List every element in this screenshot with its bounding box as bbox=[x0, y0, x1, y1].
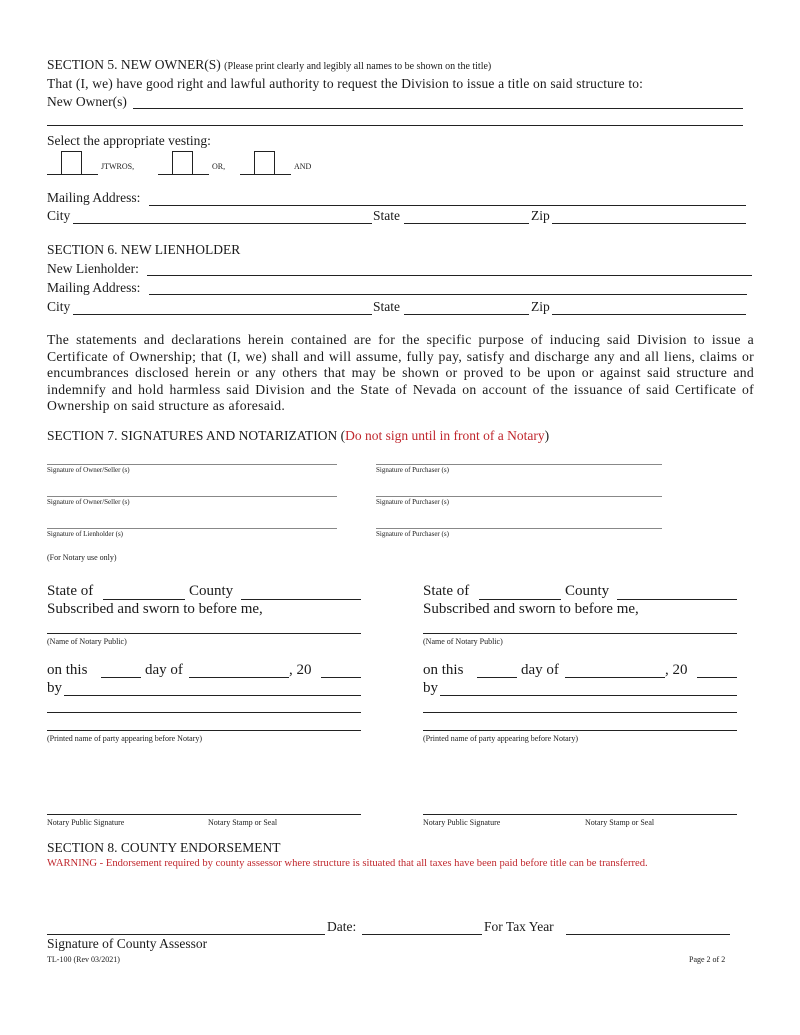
notary-left-year-field[interactable] bbox=[321, 677, 361, 678]
notary-right-subscribed: Subscribed and sworn to before me, bbox=[423, 601, 639, 617]
notary-left-by-field[interactable] bbox=[64, 695, 361, 696]
notary-right-signature-caption: Notary Public Signature bbox=[423, 818, 501, 827]
lienholder-label: New Lienholder: bbox=[47, 261, 139, 276]
notary-left-on-this-label: on this bbox=[47, 662, 88, 678]
s6-city-label: City bbox=[47, 299, 71, 314]
notary-left-name-field[interactable] bbox=[47, 633, 361, 634]
owner-seller-signature-caption-1: Signature of Owner/Seller (s) bbox=[47, 466, 130, 474]
notary-right-month-field[interactable] bbox=[565, 677, 665, 678]
purchaser-signature-line-3[interactable] bbox=[376, 528, 662, 529]
notary-left-day-of-label: day of bbox=[145, 662, 183, 678]
form-id: TL-100 (Rev 03/2021) bbox=[47, 955, 120, 964]
s6-state-field[interactable] bbox=[404, 314, 529, 315]
notary-right-on-this-label: on this bbox=[423, 662, 464, 678]
s5-zip-field[interactable] bbox=[552, 223, 746, 224]
vesting-blank-5 bbox=[240, 174, 254, 175]
vesting-blank-2 bbox=[82, 174, 98, 175]
notary-left-by-line3[interactable] bbox=[47, 730, 361, 731]
new-owners-label: New Owner(s) bbox=[47, 94, 127, 109]
s5-mailing-label: Mailing Address: bbox=[47, 190, 141, 205]
tax-year-field[interactable] bbox=[566, 934, 730, 935]
section7-warning-open: ( bbox=[340, 428, 346, 443]
s6-city-field[interactable] bbox=[73, 314, 372, 315]
s5-state-label: State bbox=[373, 208, 400, 223]
section5-note: (Please print clearly and legibly all names to be shown on the title) bbox=[224, 61, 492, 72]
lienholder-signature-line[interactable] bbox=[47, 528, 337, 529]
notary-right-county-label: County bbox=[565, 583, 610, 599]
vesting-checkbox-or[interactable] bbox=[172, 151, 193, 175]
s5-mailing-field[interactable] bbox=[149, 205, 746, 206]
s6-zip-label: Zip bbox=[531, 299, 550, 314]
notary-right-printed-caption: (Printed name of party appearing before Notary) bbox=[423, 734, 579, 743]
notary-left-printed-caption: (Printed name of party appearing before Notary) bbox=[47, 734, 203, 743]
purchaser-signature-caption-1: Signature of Purchaser (s) bbox=[376, 466, 449, 474]
vesting-option-jtwros: JTWROS, bbox=[101, 162, 135, 171]
date-label: Date: bbox=[327, 919, 357, 934]
notary-left-county-field[interactable] bbox=[241, 599, 361, 600]
purchaser-signature-line-1[interactable] bbox=[376, 464, 662, 465]
notary-left-subscribed: Subscribed and sworn to before me, bbox=[47, 601, 263, 617]
purchaser-signature-caption-2: Signature of Purchaser (s) bbox=[376, 498, 449, 506]
notary-left-by-line2[interactable] bbox=[47, 712, 361, 713]
notary-left-by-label: by bbox=[47, 680, 62, 696]
owner-seller-signature-line-2[interactable] bbox=[47, 496, 337, 497]
section8-warning: WARNING - Endorsement required by county assessor where structure is situated that all taxes have been paid before title can be transferred. bbox=[47, 858, 648, 869]
notary-left-year-prefix: , 20 bbox=[289, 662, 312, 678]
notary-right-state-label: State of bbox=[423, 583, 470, 599]
notary-left-county-label: County bbox=[189, 583, 234, 599]
section5-heading: SECTION 5. NEW OWNER(S) bbox=[47, 57, 221, 72]
owner-seller-signature-line-1[interactable] bbox=[47, 464, 337, 465]
section7-warning-close: ) bbox=[544, 428, 550, 443]
notary-right-stamp-caption: Notary Stamp or Seal bbox=[585, 818, 655, 827]
vesting-blank-1 bbox=[47, 174, 61, 175]
date-field[interactable] bbox=[362, 934, 482, 935]
s5-city-field[interactable] bbox=[73, 223, 372, 224]
page-number: Page 2 of 2 bbox=[689, 955, 726, 964]
section5-intro: That (I, we) have good right and lawful authority to request the Division to issue a title on said structure to: bbox=[47, 76, 644, 91]
section7-heading: SECTION 7. SIGNATURES AND NOTARIZATION bbox=[47, 428, 338, 443]
county-assessor-label: Signature of County Assessor bbox=[47, 936, 208, 951]
notary-left-month-field[interactable] bbox=[189, 677, 289, 678]
notary-right-state-field[interactable] bbox=[479, 599, 561, 600]
s6-mailing-field[interactable] bbox=[149, 294, 747, 295]
owner-seller-signature-caption-2: Signature of Owner/Seller (s) bbox=[47, 498, 130, 506]
vesting-option-or: OR, bbox=[212, 162, 226, 171]
section7-heading-row bbox=[47, 428, 549, 444]
lienholder-signature-caption: Signature of Lienholder (s) bbox=[47, 530, 124, 538]
notary-left-signature-caption: Notary Public Signature bbox=[47, 818, 125, 827]
vesting-checkbox-jtwros[interactable] bbox=[61, 151, 82, 175]
section8-heading: SECTION 8. COUNTY ENDORSEMENT bbox=[47, 840, 281, 855]
s6-zip-field[interactable] bbox=[552, 314, 746, 315]
vesting-blank-6 bbox=[275, 174, 291, 175]
s5-city-label: City bbox=[47, 208, 71, 223]
notary-right-by-line2[interactable] bbox=[423, 712, 737, 713]
new-owners-field[interactable] bbox=[133, 108, 743, 109]
county-assessor-signature-line[interactable] bbox=[47, 934, 325, 935]
notary-left-stamp-caption: Notary Stamp or Seal bbox=[208, 818, 278, 827]
statement-paragraph: The statements and declarations herein contained are for the specific purpose of inducing said Division to issue a Certificate of Ownership; that (I, we) shall and will assume, fully pay, satisfy and discharge any and all liens, claims or encumbrances disclosed herein or any others that may be shown or proved to be upon or against said structure and indemnify and hold harmless said Division and the State of Nevada on account of the issuance of said Certificate of Ownership on said structure as aforesaid. bbox=[47, 332, 754, 414]
section7-warning: Do not sign until in front of a Notary bbox=[345, 428, 545, 443]
purchaser-signature-caption-3: Signature of Purchaser (s) bbox=[376, 530, 449, 538]
notary-right-name-field[interactable] bbox=[423, 633, 737, 634]
notary-right-day-field[interactable] bbox=[477, 677, 517, 678]
tax-year-label: For Tax Year bbox=[484, 919, 554, 934]
notary-right-by-line3[interactable] bbox=[423, 730, 737, 731]
notary-right-year-field[interactable] bbox=[697, 677, 737, 678]
section5-heading-row bbox=[47, 57, 491, 73]
notary-left-name-caption: (Name of Notary Public) bbox=[47, 637, 127, 646]
notary-left-state-label: State of bbox=[47, 583, 94, 599]
vesting-option-and: AND bbox=[294, 162, 312, 171]
purchaser-signature-line-2[interactable] bbox=[376, 496, 662, 497]
notary-left-day-field[interactable] bbox=[101, 677, 141, 678]
new-owners-field-line2[interactable] bbox=[47, 125, 743, 126]
notary-right-year-prefix: , 20 bbox=[665, 662, 688, 678]
s6-state-label: State bbox=[373, 299, 400, 314]
vesting-checkbox-and[interactable] bbox=[254, 151, 275, 175]
lienholder-field[interactable] bbox=[147, 275, 752, 276]
vesting-blank-4 bbox=[193, 174, 209, 175]
s5-state-field[interactable] bbox=[404, 223, 529, 224]
s6-mailing-label: Mailing Address: bbox=[47, 280, 141, 295]
s5-zip-label: Zip bbox=[531, 208, 550, 223]
notary-right-by-field[interactable] bbox=[440, 695, 737, 696]
notary-right-name-caption: (Name of Notary Public) bbox=[423, 637, 503, 646]
vesting-blank-3 bbox=[158, 174, 172, 175]
notary-right-by-label: by bbox=[423, 680, 438, 696]
vesting-label: Select the appropriate vesting: bbox=[47, 133, 211, 148]
notary-right-signature-line[interactable] bbox=[423, 814, 737, 815]
section6-heading: SECTION 6. NEW LIENHOLDER bbox=[47, 242, 241, 257]
notary-use-only: (For Notary use only) bbox=[47, 553, 117, 562]
notary-right-day-of-label: day of bbox=[521, 662, 559, 678]
notary-right-county-field[interactable] bbox=[617, 599, 737, 600]
notary-left-signature-line[interactable] bbox=[47, 814, 361, 815]
notary-left-state-field[interactable] bbox=[103, 599, 185, 600]
